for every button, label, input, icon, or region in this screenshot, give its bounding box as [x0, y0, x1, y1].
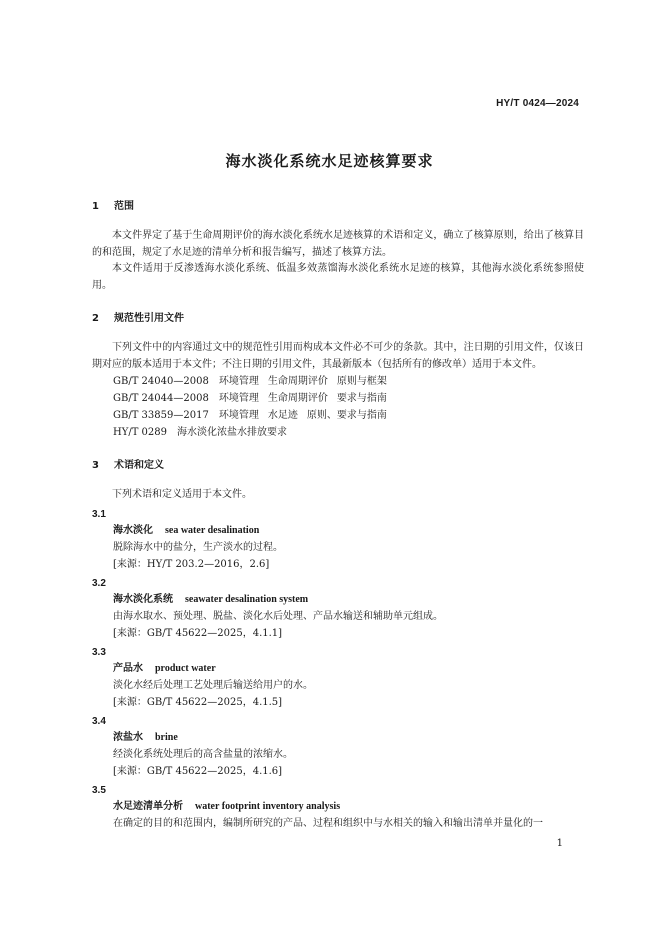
term-source: [来源：GB/T 45622—2025，4.1.1] — [113, 627, 283, 639]
term-number: 3.5 — [92, 784, 106, 796]
term-zh: 海水淡化系统 — [113, 593, 173, 605]
reference-item — [92, 390, 584, 407]
term-definition: 在确定的目的和范围内，编制所研究的产品、过程和组织中与水相关的输入和输出清单并量化的一 — [113, 817, 543, 829]
reference-title-part: 要求与指南 — [336, 393, 387, 404]
term-entry — [92, 576, 584, 642]
term-zh: 水足迹清单分析 — [113, 800, 183, 812]
term-heading — [92, 798, 584, 815]
reference-title-part: 原则、要求与指南 — [306, 410, 387, 421]
reference-code: GB/T 24040—2008 — [113, 376, 209, 387]
term-definition: 由海水取水、预处理、脱盐、淡化水后处理、产品水输送和辅助单元组成。 — [113, 610, 443, 622]
term-number: 3.1 — [92, 508, 106, 520]
section-number: 1 — [92, 201, 99, 212]
term-definition: 经淡化系统处理后的高含盐量的浓缩水。 — [113, 748, 293, 760]
reference-title-part: 环境管理 — [218, 376, 259, 387]
reference-title-part: 生命周期评价 — [267, 376, 328, 387]
term-zh: 产品水 — [113, 662, 143, 674]
reference-code: GB/T 33859—2017 — [113, 410, 209, 421]
page-number: 1 — [556, 838, 563, 849]
term-entry — [92, 714, 584, 780]
term-number: 3.4 — [92, 715, 106, 727]
document-body — [92, 200, 584, 832]
term-heading — [92, 522, 584, 539]
section-heading-scope — [92, 200, 584, 214]
term-heading — [92, 660, 584, 677]
section-heading-terms — [92, 459, 584, 473]
terms-intro: 下列术语和定义适用于本文件。 — [112, 489, 252, 500]
term-number: 3.2 — [92, 577, 106, 589]
term-heading — [92, 591, 584, 608]
reference-title-part: 原则与框架 — [336, 376, 387, 387]
section-heading-normative-refs — [92, 312, 584, 326]
term-entry — [92, 783, 584, 832]
reference-title-part: 环境管理 — [218, 410, 259, 421]
reference-code: GB/T 24044—2008 — [113, 393, 209, 404]
document-title: 海水淡化系统水足迹核算要求 — [225, 152, 434, 170]
term-entry — [92, 645, 584, 711]
normative-refs-intro: 下列文件中的内容通过文中的规范性引用而构成本文件必不可少的条款。其中，注日期的引用文件，仅该日期对应的版本适用于本文件；不注日期的引用文件，其最新版本（包括所有的修改单）适用于本文件。 — [92, 342, 584, 370]
reference-item — [92, 424, 584, 441]
term-en: seawater desalination system — [185, 593, 309, 605]
term-heading — [92, 729, 584, 746]
reference-item — [92, 373, 584, 390]
term-zh: 浓盐水 — [113, 731, 143, 743]
term-zh: 海水淡化 — [113, 524, 153, 536]
reference-item — [92, 407, 584, 424]
term-source: [来源：GB/T 45622—2025，4.1.5] — [113, 696, 283, 708]
reference-title-part: 海水淡化浓盐水排放要求 — [177, 427, 287, 438]
term-entry — [92, 507, 584, 573]
term-en: product water — [155, 662, 216, 674]
reference-title-part: 水足迹 — [267, 410, 298, 421]
term-number: 3.3 — [92, 646, 106, 658]
term-source: [来源：GB/T 45622—2025，4.1.6] — [113, 765, 283, 777]
scope-paragraph-1: 本文件界定了基于生命周期评价的海水淡化系统水足迹核算的术语和定义，确立了核算原则，给出了核算目的和范围，规定了水足迹的清单分析和报告编写，描述了核算方法。 — [92, 230, 584, 258]
standard-code: HY/T 0424—2024 — [496, 98, 579, 109]
section-number: 2 — [92, 313, 99, 324]
term-source: [来源：HY/T 203.2—2016，2.6] — [113, 558, 270, 570]
reference-title-part: 环境管理 — [218, 393, 259, 404]
section-title: 术语和定义 — [114, 460, 164, 471]
section-title: 范围 — [114, 201, 134, 212]
section-title: 规范性引用文件 — [114, 313, 184, 324]
term-en: sea water desalination — [165, 524, 260, 536]
reference-code: HY/T 0289 — [113, 427, 167, 438]
term-definition: 脱除海水中的盐分，生产淡水的过程。 — [113, 541, 283, 553]
reference-title-part: 生命周期评价 — [267, 393, 328, 404]
scope-paragraph-2: 本文件适用于反渗透海水淡化系统、低温多效蒸馏海水淡化系统水足迹的核算，其他海水淡化系统参照使用。 — [92, 263, 584, 291]
section-number: 3 — [92, 460, 99, 471]
term-en: water footprint inventory analysis — [195, 800, 341, 812]
term-en: brine — [155, 731, 178, 743]
term-definition: 淡化水经后处理工艺处理后输送给用户的水。 — [113, 679, 313, 691]
